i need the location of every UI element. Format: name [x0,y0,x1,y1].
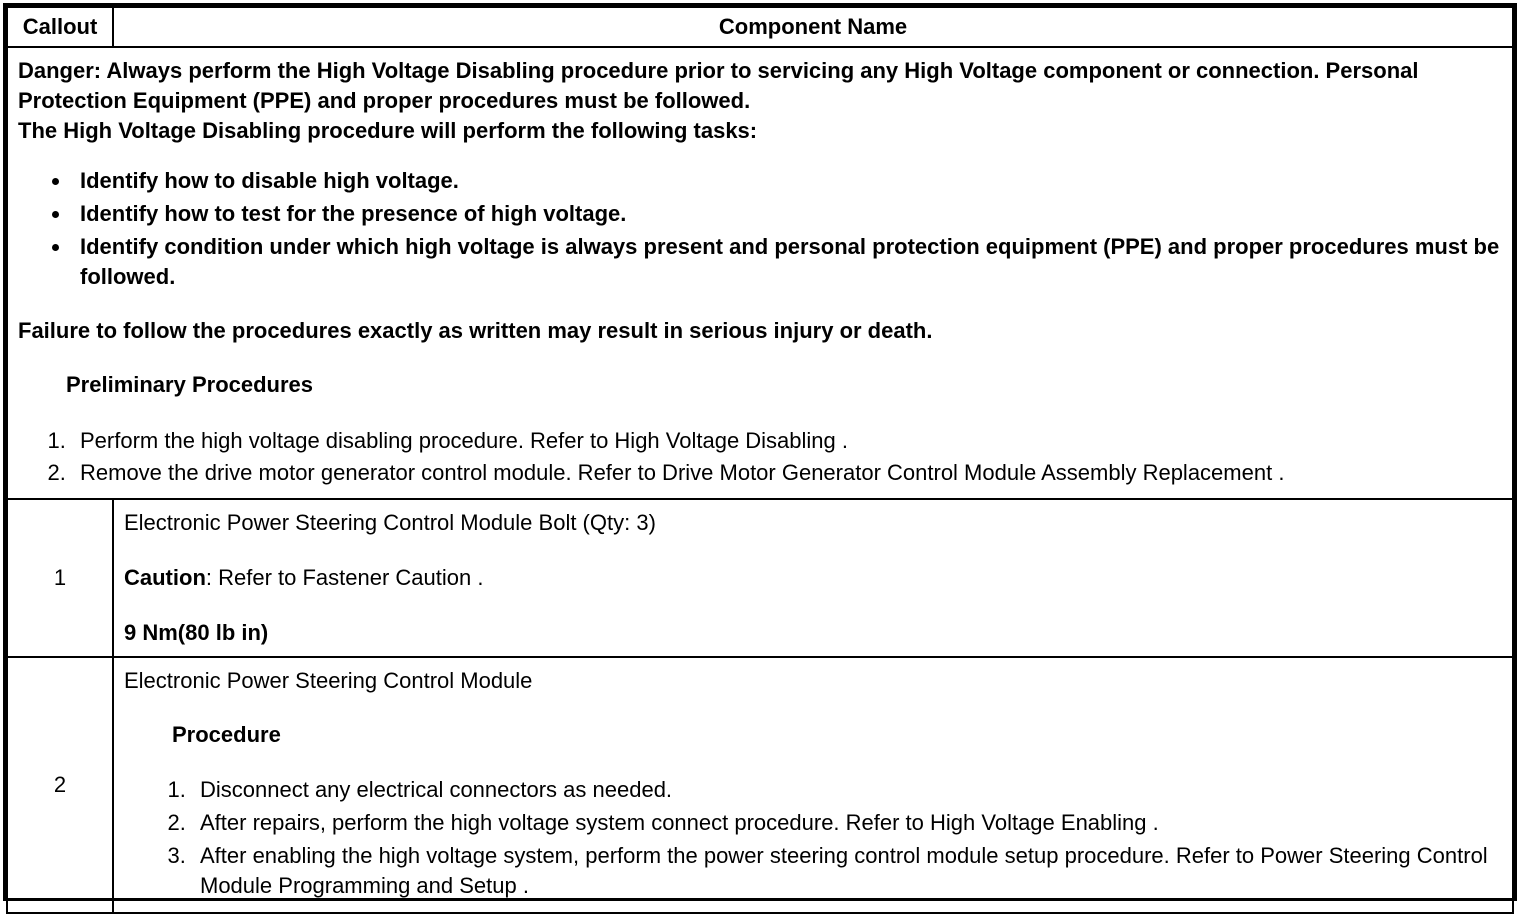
component-name-2: Electronic Power Steering Control Module [124,668,533,693]
component-row [7,499,1513,657]
danger-intro-text: Danger: Always perform the High Voltage Disabling procedure prior to servicing any High Voltage component or connection. Personal Protection Equipment (PPE) and proper procedures must be followed. [18,58,1419,113]
danger-tasks-line: The High Voltage Disabling procedure will perform the following tasks: [18,118,758,143]
service-spec-table [3,3,1517,901]
callout-number-2: 2 [7,657,113,913]
procedure-step: 2. After repairs, perform the high voltage system connect procedure. Refer to High Voltage Enabling . [192,808,1502,838]
caution-text: : Refer to Fastener Caution . [205,565,484,590]
danger-warning-text: Failure to follow the procedures exactly as written may result in serious injury or death. [18,318,933,343]
procedure-heading: Procedure [172,722,281,747]
danger-task-item: • Identify how to test for the presence of high voltage. [72,199,1502,229]
procedure-step: 1. Disconnect any electrical connectors as needed. [192,775,1502,805]
callout-column-header: Callout [7,7,113,47]
preliminary-steps-list [18,426,1502,488]
component-name-column-header: Component Name [113,7,1513,47]
danger-task-list [18,166,1502,292]
preliminary-step: 2. Remove the drive motor generator control module. Refer to Drive Motor Generator Control Module Assembly Replacement . [72,458,1502,488]
danger-task-item: • Identify condition under which high voltage is always present and personal protection equipment (PPE) and proper procedures must be followed. [72,232,1502,292]
callout-component-table [6,6,1514,914]
preliminary-step: 1. Perform the high voltage disabling procedure. Refer to High Voltage Disabling . [72,426,1502,456]
procedure-step: 3. After enabling the high voltage system, perform the power steering control module setup procedure. Refer to Power Steering Control Module Programming and Setup . [192,841,1502,901]
danger-notice-row [7,47,1513,499]
preliminary-procedures-heading: Preliminary Procedures [66,372,314,397]
caution-label: Caution [124,565,206,590]
danger-notice-cell [7,47,1513,499]
fastener-caution-note [124,563,1502,593]
component-name-1: Electronic Power Steering Control Module Bolt (Qty: 3) [124,510,656,535]
callout-number-1: 1 [7,499,113,657]
torque-spec: 9 Nm(80 lb in) [124,620,269,645]
component-cell-2 [113,657,1513,913]
component-cell-1 [113,499,1513,657]
table-header-row [7,7,1513,47]
component-row [7,657,1513,913]
procedure-steps-list [124,775,1502,901]
danger-task-item: • Identify how to disable high voltage. [72,166,1502,196]
